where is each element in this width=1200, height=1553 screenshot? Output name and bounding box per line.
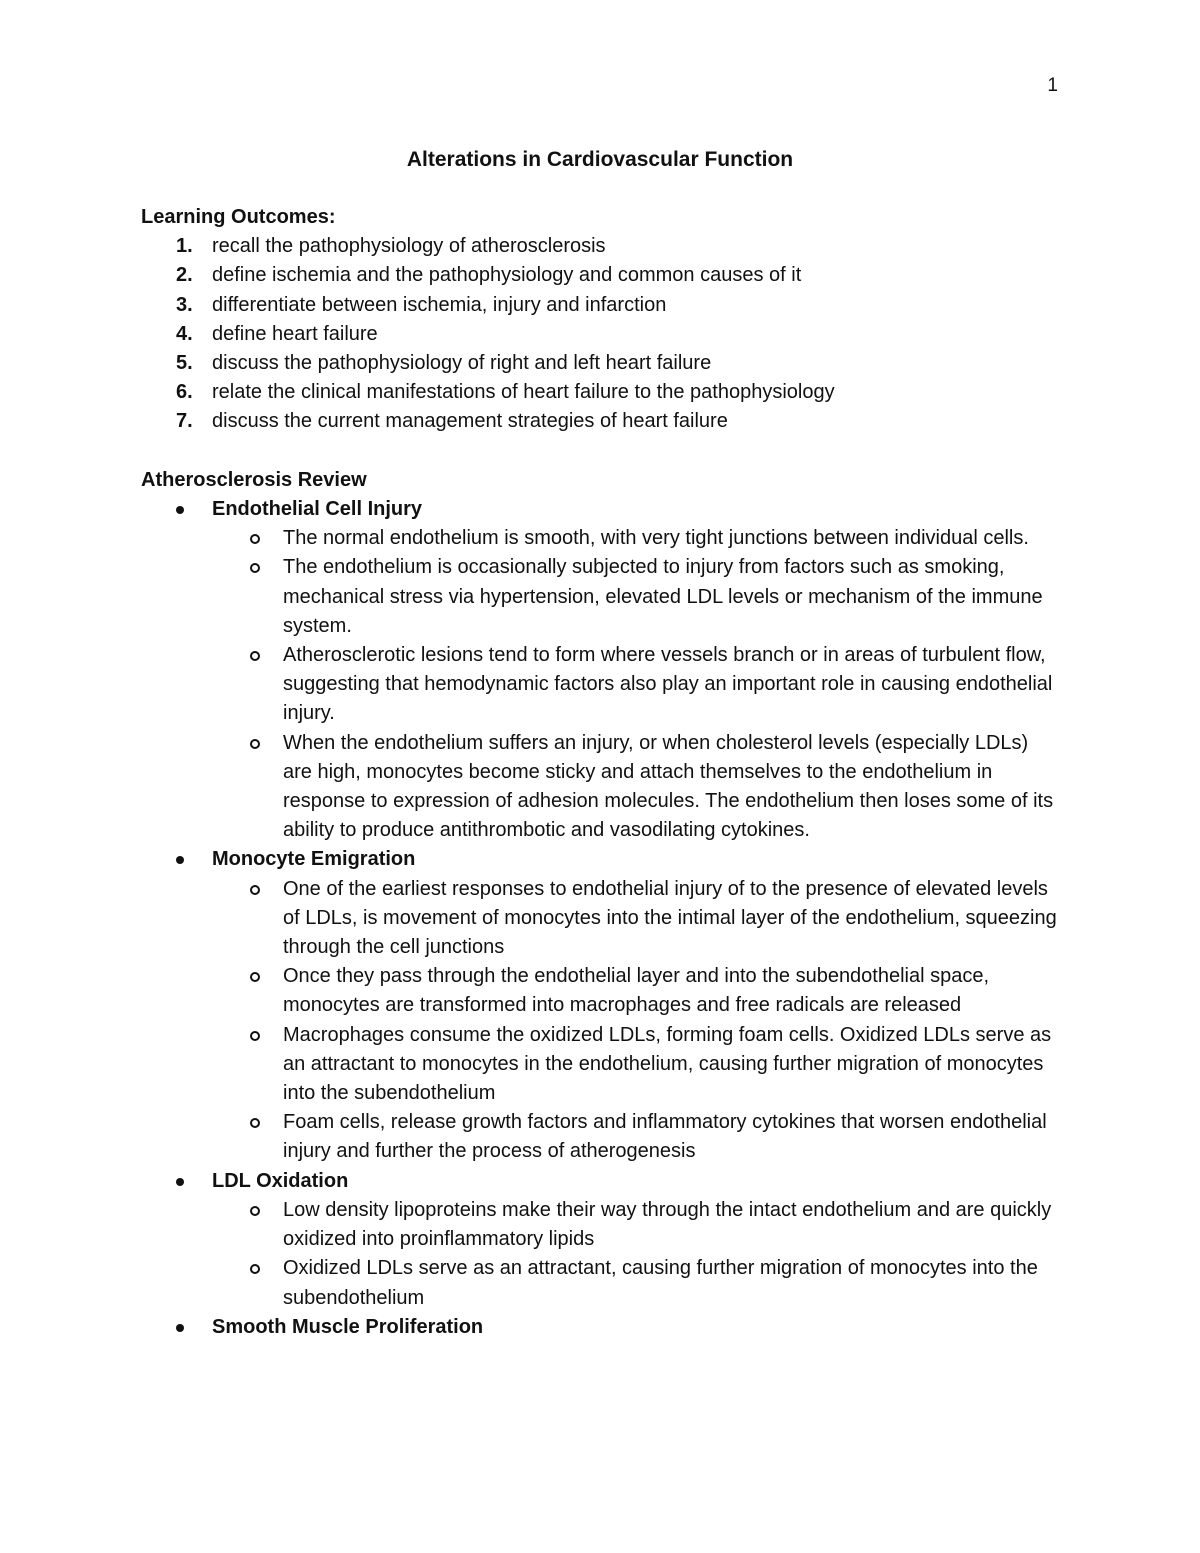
review-section: [141, 845, 1061, 1166]
learning-outcome-item: [141, 261, 1061, 290]
circle-bullet-icon: [250, 1206, 260, 1216]
circle-bullet-icon: [250, 563, 260, 573]
section-point: [212, 962, 1061, 1020]
outcome-text: discuss the pathophysiology of right and left heart failure: [212, 352, 712, 375]
section-point: [212, 641, 1061, 729]
outcome-text: relate the clinical manifestations of heart failure to the pathophysiology: [212, 381, 835, 404]
section-points-list: [212, 875, 1061, 1167]
section-point: [212, 875, 1061, 963]
section-point: [212, 1021, 1061, 1109]
review-section: [141, 495, 1061, 845]
section-point: [212, 1254, 1061, 1312]
point-text: Atherosclerotic lesions tend to form where vessels branch or in areas of turbulent flow, suggesting that hemodynamic factors also play an important role in causing endothelial injury.: [283, 644, 1053, 725]
section-points-list: [212, 524, 1061, 845]
learning-outcome-item: [141, 320, 1061, 349]
circle-bullet-icon: [250, 1118, 260, 1128]
circle-bullet-icon: [250, 739, 260, 749]
outcome-number: 6.: [176, 381, 193, 404]
outcome-number: 7.: [176, 410, 193, 433]
section-point: [212, 553, 1061, 641]
learning-outcome-item: [141, 232, 1061, 261]
section-point: [212, 1196, 1061, 1254]
outcome-number: 3.: [176, 293, 193, 316]
learning-outcome-item: [141, 378, 1061, 407]
section-point: [212, 1108, 1061, 1166]
circle-bullet-icon: [250, 1031, 260, 1041]
section-title: Monocyte Emigration: [212, 848, 416, 871]
section-title: Smooth Muscle Proliferation: [212, 1315, 484, 1338]
point-text: Once they pass through the endothelial layer and into the subendothelial space, monocytes are transformed into macrophages and free radicals are released: [283, 965, 990, 1017]
page-number: 1: [1047, 75, 1058, 96]
point-text: The endothelium is occasionally subjected to injury from factors such as smoking, mechanical stress via hypertension, elevated LDL levels or mechanism of the immune system.: [283, 556, 1043, 637]
circle-bullet-icon: [250, 885, 260, 895]
bullet-dot-icon: [176, 1324, 184, 1332]
section-point: [212, 524, 1061, 553]
outcome-text: define heart failure: [212, 322, 378, 345]
document-title: Alterations in Cardiovascular Function: [406, 148, 794, 171]
section-points-list: [212, 1196, 1061, 1313]
atherosclerosis-review-list: [141, 495, 1061, 1342]
circle-bullet-icon: [250, 1264, 260, 1274]
outcome-text: define ischemia and the pathophysiology and common causes of it: [212, 264, 802, 287]
learning-outcome-item: [141, 407, 1061, 436]
atherosclerosis-review-heading: Atherosclerosis Review: [141, 468, 367, 491]
learning-outcomes-heading: Learning Outcomes:: [141, 206, 336, 228]
bullet-dot-icon: [176, 506, 184, 514]
section-title: LDL Oxidation: [212, 1169, 349, 1192]
section-spacer: [141, 437, 1061, 466]
learning-outcome-item: [141, 291, 1061, 320]
outcome-number: 2.: [176, 264, 193, 287]
learning-outcome-item: [141, 349, 1061, 378]
point-text: Macrophages consume the oxidized LDLs, forming foam cells. Oxidized LDLs serve as an attractant to monocytes in the endothelium, causing further migration of monocytes into the subendothelium: [283, 1023, 1052, 1105]
point-text: One of the earliest responses to endothelial injury of to the presence of elevated levels of LDLs, is movement of monocytes into the intimal layer of the endothelium, squeezing through the cell junctions: [283, 877, 1057, 959]
point-text: Foam cells, release growth factors and inflammatory cytokines that worsen endothelial injury and further the process of atherogenesis: [283, 1111, 1047, 1163]
section-title: Endothelial Cell Injury: [212, 498, 423, 521]
bullet-dot-icon: [176, 856, 184, 864]
point-text: Oxidized LDLs serve as an attractant, causing further migration of monocytes into the subendothelium: [283, 1257, 1038, 1309]
review-section: [141, 1167, 1061, 1313]
outcome-number: 4.: [176, 322, 193, 345]
outcome-text: recall the pathophysiology of atherosclerosis: [212, 235, 606, 258]
point-text: Low density lipoproteins make their way through the intact endothelium and are quickly oxidized into proinflammatory lipids: [283, 1198, 1052, 1251]
circle-bullet-icon: [250, 651, 260, 661]
outcome-text: discuss the current management strategies of heart failure: [212, 410, 728, 433]
outcome-number: 1.: [176, 235, 193, 258]
outcome-text: differentiate between ischemia, injury and infarction: [212, 293, 667, 316]
review-section: [141, 1313, 1061, 1342]
circle-bullet-icon: [250, 972, 260, 982]
circle-bullet-icon: [250, 534, 260, 544]
bullet-dot-icon: [176, 1178, 184, 1186]
point-text: When the endothelium suffers an injury, or when cholesterol levels (especially LDLs) are high, monocytes become sticky and attach themselves to the endothelium in response to expression of adhesion molecules. The endothelium then loses some of its ability to produce antithrombotic and vasodilating cytokines.: [283, 731, 1054, 842]
outcome-number: 5.: [176, 352, 193, 375]
learning-outcomes-list: [141, 232, 1061, 436]
point-text: The normal endothelium is smooth, with very tight junctions between individual cells.: [283, 527, 1029, 550]
section-point: [212, 729, 1061, 846]
document-body: [141, 203, 1061, 1342]
